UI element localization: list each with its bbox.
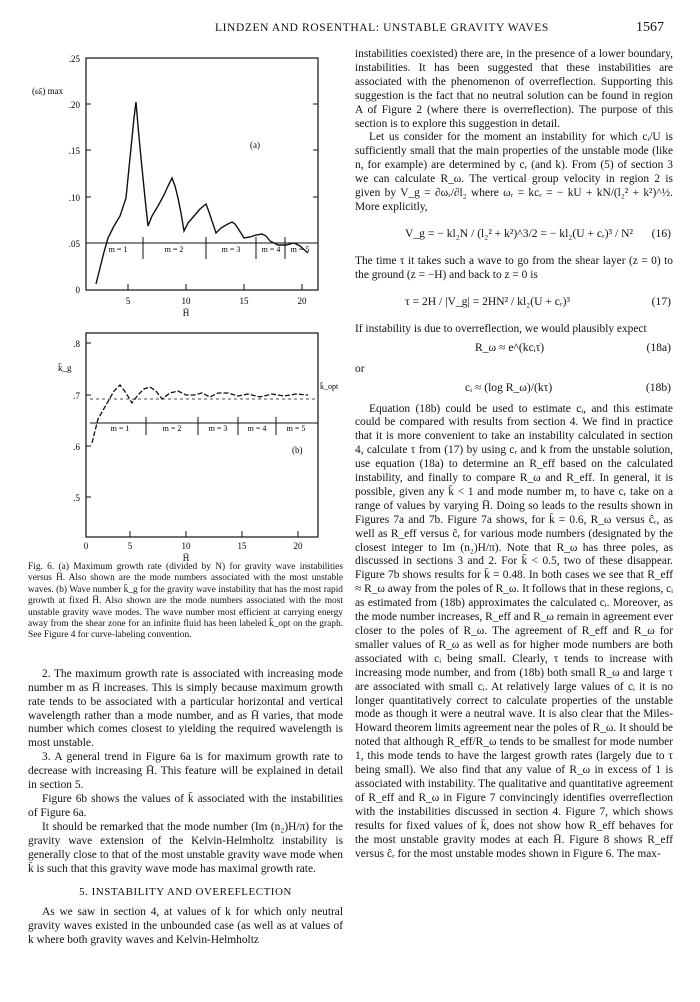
plot-frame-a (86, 58, 318, 290)
kopt-label: k̄_opt (320, 382, 339, 391)
paragraph-point-3: 3. A general trend in Figure 6a is for maximum growth rate to decrease with increasing H̄. This feature will be explained in detail in section 5. (28, 751, 343, 792)
equation-16-number: (16) (651, 226, 671, 240)
section-heading: 5. INSTABILITY AND OVEREFLECTION (79, 886, 292, 899)
mode-label-a-4: m = 4 (261, 245, 281, 254)
figure-6b (28, 323, 343, 563)
equation-18b (355, 377, 673, 403)
figure-6b-plot (28, 323, 339, 563)
equation-18a-number: (18a) (646, 340, 671, 354)
ytick-a-1: .20 (68, 100, 80, 110)
figure-caption: Fig. 6. (a) Maximum growth rate (divided by N) for gravity wave instabilities versus H̄. Also shown are the mode numbers associated with the most unstable waves. (b) Wave number k̄_g for the gravity wave instability that has the most rapid growth at fixed H̄. Also shown are the mode numbers associated with the most unstable gravity wave modes. The wave number most efficient at carrying energy away from the shear zone for an infinite fluid has been labeled k̄_opt on the graph. See Figure 4 for curve-labeling convention. (28, 562, 343, 641)
equation-18b-number: (18b) (645, 380, 671, 394)
or-word: or (355, 362, 365, 375)
ylabel-a: (ω̄ᵢ) max (32, 86, 64, 96)
growth-rate-curve (96, 102, 308, 284)
xtick-b-0: 0 (83, 541, 89, 551)
paragraph-group-velocity: Let us consider for the moment an instability for which cᵢ/U is sufficiently small that the main properties of the unstable mode (like n, for example) are determined by cᵣ (and k). From (5) of section 3 we can calculate R_ω. The vertical group velocity in region 2 is given by V_g = ∂ωᵣ/∂l₂ where ωᵣ = kcᵣ = − kU + kN/(l₂² + k²)^½. More explicitly, (355, 131, 673, 213)
xtick-a-20: 20 (297, 296, 307, 306)
figure-6a-plot (28, 48, 328, 318)
running-header (0, 20, 700, 40)
xtick-b-5: 5 (127, 541, 133, 551)
equation-18b-body: cᵢ ≈ (log R_ω)/(kτ) (465, 380, 553, 394)
equation-18a-body: R_ω ≈ e^(kcᵢτ) (475, 340, 545, 354)
running-title: LINDZEN AND ROSENTHAL: UNSTABLE GRAVITY WAVES (215, 22, 549, 34)
mode-label-b-3: m = 3 (208, 424, 228, 433)
equation-17-body: τ = 2H / |V_g| = 2HN² / kl₂(U + cᵣ)³ (405, 294, 570, 308)
mode-label-a-2: m = 2 (164, 245, 184, 254)
mode-label-b-2: m = 2 (162, 424, 182, 433)
xtick-a-15: 15 (239, 296, 249, 306)
mode-label-a-5: m = 5 (290, 245, 310, 254)
plot-frame-b (86, 333, 318, 537)
ytick-a-2: .15 (68, 146, 80, 156)
page-number: 1567 (636, 20, 664, 35)
equation-18a (355, 337, 673, 363)
left-column (28, 48, 343, 948)
paragraph-time: The time τ it takes such a wave to go from the shear layer (z = 0) to the ground (z = −H) and back to z = 0 is (355, 254, 673, 281)
equation-17 (355, 283, 673, 323)
equation-16-body: V_g = − kl₂N / (l₂² + k²)^3/2 = − kl₂(U + cᵣ)³ / N² (405, 226, 633, 240)
panel-label-a: (a) (250, 140, 260, 150)
ytick-a-0: .25 (68, 54, 80, 64)
ytick-a-3: .10 (68, 193, 80, 203)
paragraph-main-discussion: Equation (18b) could be used to estimate cᵢ, and this estimate could be compared with results from section 4. We find in practice that it is more convenient to take an instability calculated in section 4, calculate τ from (17) by using cᵣ and k from the unstable solution, use equation (18a) to determine an R_eff based on the calculated instability, and finally to compare R_ω and R_eff. In general, it is possible, given any k̄ < 1 and mode number m, to have cᵣ take on a range of values by varying H̄. Doing so leads to the results shown in Figures 7a and 7b. Figure 7a shows, for k̄ = 0.6, R_ω versus ĉᵣ, as well as R_eff versus ĉᵣ for various mode numbers (designated by the closest integer to Im (n₂)H/π). Note that R_ω has three poles, as discussed in sections 3 and 2. For k̄ < 0.5, two of these disappear. Figure 7b shows results for k̄ = 0.48. In both cases we see that R_eff ≈ R_ω away from the poles of R_ω. It follows that in these regions, cᵢ as estimated from (18b) approximates the calculated cᵢ. Moreover, as the mode number increases, R_eff and R_ω remain in agreement ever closer to the poles of R_ω. The agreement of R_eff and R_ω for smaller values of R_ω as well as for higher mode numbers are both associated with cᵢ being small. Clearly, τ tends to increase with increasing mode number, and from (18b) both small R_ω and large τ are associated with small cᵢ. At relatively large values of cᵢ it is no longer quantitatively correct to calculate properties of the unstable mode as though it were a neutral wave. It is also clear that the Miles-Howard theorem limits agreement near the poles of R_ω. It should be noted that although R_eff/R_ω tends to be smallest for mode number 1, this mode tends to have the largest growth rates (largely due to τ being small). We also find that any value of R_ω in excess of 1 is associated with instability. The qualitative and quantitative agreement of R_eff and R_ω in Figure 7 convincingly identifies overreflection with the instabilities discussed in section 4. Figure 7, which shows results for fixed values of k̄, does not show how R_eff behaves for the most unstable gravity modes at each H̄. Figure 8 shows R_eff versus ĉᵣ for the most unstable modes shown in Figure 6. The max- (355, 402, 673, 860)
xtick-a-5: 5 (125, 296, 131, 306)
panel-label-b: (b) (292, 445, 303, 455)
xtick-b-15: 15 (237, 541, 247, 551)
mode-label-a-3: m = 3 (221, 245, 241, 254)
paragraph-point-2: 2. The maximum growth rate is associated with increasing mode number m as H̄ increases. This is simply because maximum growth rate tends to be associated with a particular horizontal and vertical wavelength rather than a mode number, and as H̄ varies, that mode number which comes closest to yielding the required wavelength is most unstable. (28, 667, 343, 750)
xtick-b-20: 20 (293, 541, 303, 551)
paragraph-remark: It should be remarked that the mode number (Im (n₂)H/π) for the gravity wave extension of the Kelvin-Helmholtz instability is generally close to that of the most unstable gravity wave mode when k̄ is such that this gravity wave mode has maximal growth rate. (28, 820, 343, 875)
mode-label-b-5: m = 5 (286, 424, 306, 433)
ytick-b-0: .8 (73, 339, 80, 349)
xlabel-b: H̄ (182, 553, 190, 563)
equation-17-number: (17) (651, 294, 671, 308)
figure-6a (28, 48, 343, 323)
xtick-a-10: 10 (181, 296, 191, 306)
ylabel-b: k̄_g (58, 363, 72, 373)
ytick-b-1: .7 (73, 391, 80, 401)
ytick-a-5: 0 (75, 285, 80, 295)
ytick-b-2: .6 (73, 442, 80, 452)
paragraph-expect: If instability is due to overreflection, we would plausibly expect (355, 322, 647, 335)
right-column (355, 48, 673, 861)
xtick-b-10: 10 (181, 541, 191, 551)
xlabel-a: H̄ (182, 308, 190, 318)
equation-16 (355, 215, 673, 255)
mode-label-b-1: m = 1 (110, 424, 130, 433)
paragraph-continued: instabilities coexisted) there are, in the presence of a lower boundary, instabilities. It has been suggested that these instabilities are associated with the phenomenon of overreflection. Supporting this suggestion is the fact that no neutral solution can be found in region A of Figure 2 (where there is overreflection). The purpose of this section is to explore this suggestion in detail. (355, 48, 673, 130)
ytick-b-3: .5 (73, 493, 80, 503)
paragraph-fig6b: Figure 6b shows the values of k̄ associated with the instabilities of Figure 6a. (28, 793, 343, 819)
ytick-a-4: .05 (68, 239, 80, 249)
paragraph-section5-start: As we saw in section 4, at values of k for which only neutral gravity waves existed in the unbounded case (as well as at values of k where both gravity waves and Kelvin-Helmholtz (28, 906, 343, 947)
mode-label-b-4: m = 4 (247, 424, 267, 433)
mode-label-a-1: m = 1 (108, 245, 128, 254)
